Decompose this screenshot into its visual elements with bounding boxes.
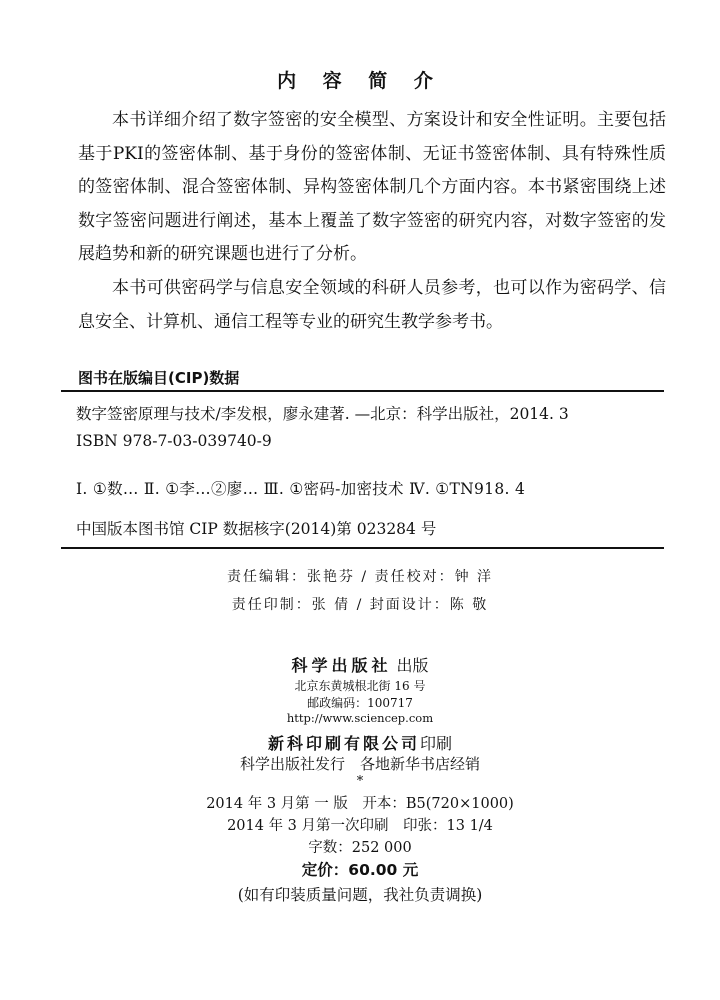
content-summary [78,104,666,339]
publisher-postcode: 邮政编码：100717 [307,696,413,710]
cip-book-entry: 数字签密原理与技术/李发根，廖永建著. —北京：科学出版社，2014. 3 [76,405,569,423]
publisher-line [0,653,720,676]
staff-production: 责任印制：张 倩 / 封面设计：陈 敬 [231,597,489,613]
cip-isbn: ISBN 978-7-03-039740-9 [76,432,272,450]
cip-top-rule [61,390,664,392]
page-title: 内 容 简 介 [277,70,443,92]
cip-classification: Ⅰ. ①数… Ⅱ. ①李…②廖… Ⅲ. ①密码-加密技术 Ⅳ. ①TN918. 4 [76,480,526,498]
quality-note: (如有印装质量问题，我社负责调换) [237,886,483,904]
publisher-suffix: 出版 [391,656,429,675]
separator-asterisk: * [356,774,364,789]
publisher-url: http://www.sciencep.com [286,711,434,725]
printer-suffix: 印刷 [420,734,453,753]
edition-line-1: 2014 年 3 月第 一 版 开本：B5(720×1000) [206,796,514,812]
cip-bottom-rule [61,547,664,549]
cip-record-number: 中国版本图书馆 CIP 数据核字(2014)第 023284 号 [76,520,437,538]
word-count: 字数：252 000 [308,840,412,856]
printer-name: 新科印刷有限公司 [267,734,420,753]
distribution-line: 科学出版社发行 各地新华书店经销 [239,755,480,773]
cip-heading: 图书在版编目(CIP)数据 [78,369,240,387]
staff-editors: 责任编辑：张艳芬 / 责任校对：钟 洋 [226,569,494,585]
summary-paragraph-2: 本书可供密码学与信息安全领域的科研人员参考，也可以作为密码学、信息安全、计算机、通信工程等专业的研究生教学参考书。 [78,277,666,332]
publisher-address: 北京东黄城根北街 16 号 [294,679,426,693]
edition-line-2: 2014 年 3 月第一次印刷 印张：13 1/4 [227,818,493,834]
publisher-name: 科学出版社 [291,656,392,675]
price: 定价：60.00 元 [301,861,419,879]
summary-paragraph-1: 本书详细介绍了数字签密的安全模型、方案设计和安全性证明。主要包括基于PKI的签密体制、基于身份的签密体制、无证书签密体制、具有特殊性质的签密体制、混合签密体制、异构签密体制几个方面内容。本书紧密围绕上述数字签密问题进行阐述，基本上覆盖了数字签密的研究内容，对数字签密的发展趋势和新的研究课题也进行了分析。 [78,110,666,265]
printer-line [0,731,720,754]
